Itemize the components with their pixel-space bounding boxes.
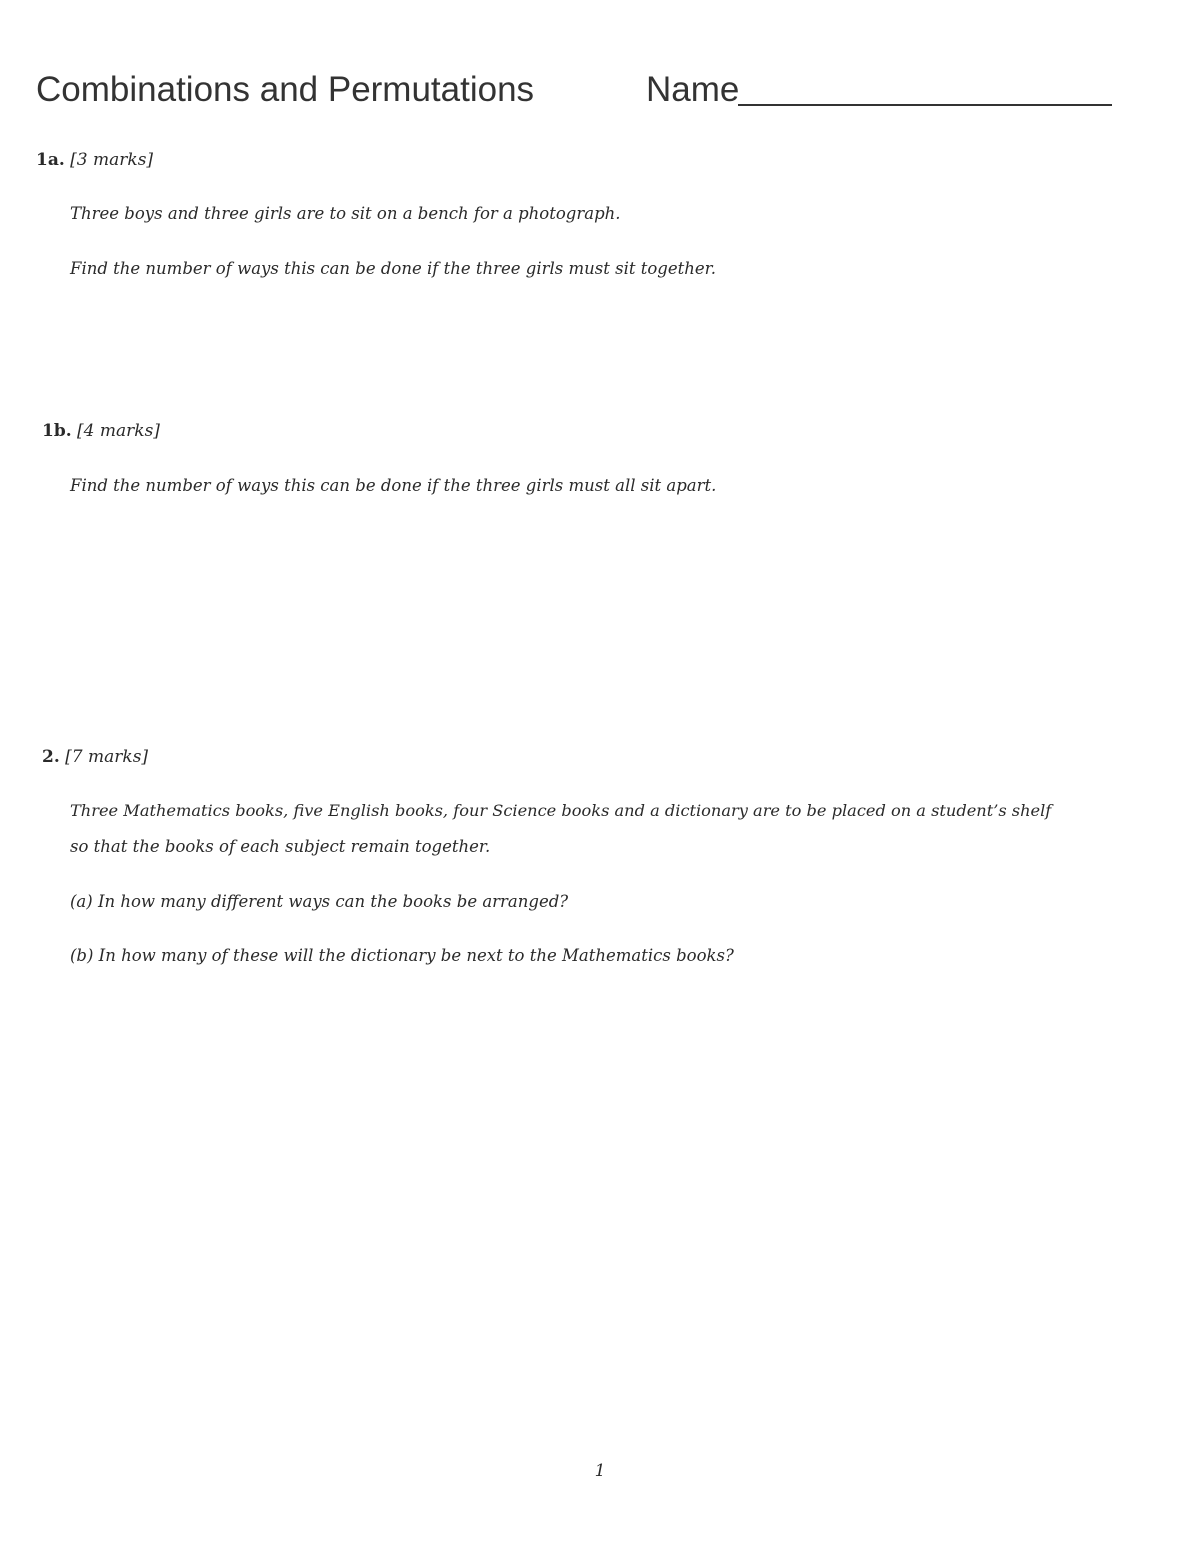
question-2-text-line: Three Mathematics books, five English books, four Science books and a dictionary are to be placed on a student’s shelf	[70, 801, 1052, 820]
question-1a-heading	[36, 150, 153, 170]
question-number: 1a.	[36, 150, 65, 170]
page-title: Combinations and Permutations	[36, 70, 535, 109]
page-number: 1	[594, 1461, 606, 1481]
name-label: Name	[646, 70, 740, 109]
question-1a-text-line: Three boys and three girls are to sit on a bench for a photograph.	[70, 204, 621, 223]
question-marks: [3 marks]	[70, 150, 154, 170]
question-1b-text-line: Find the number of ways this can be done if the three girls must all sit apart.	[70, 476, 717, 495]
question-marks: [7 marks]	[65, 747, 149, 767]
question-number: 1b.	[42, 421, 72, 441]
question-2-text-line: so that the books of each subject remain together.	[70, 837, 491, 856]
question-2-heading	[42, 747, 148, 767]
name-answer-line	[738, 104, 1112, 106]
question-2-part-b: (b) In how many of these will the dictionary be next to the Mathematics books?	[70, 946, 734, 965]
question-2-part-a: (a) In how many different ways can the books be arranged?	[70, 892, 569, 911]
question-number: 2.	[42, 747, 60, 767]
question-1a-text-line: Find the number of ways this can be done if the three girls must sit together.	[70, 259, 716, 278]
question-marks: [4 marks]	[77, 421, 160, 441]
question-1b-heading	[42, 421, 160, 441]
